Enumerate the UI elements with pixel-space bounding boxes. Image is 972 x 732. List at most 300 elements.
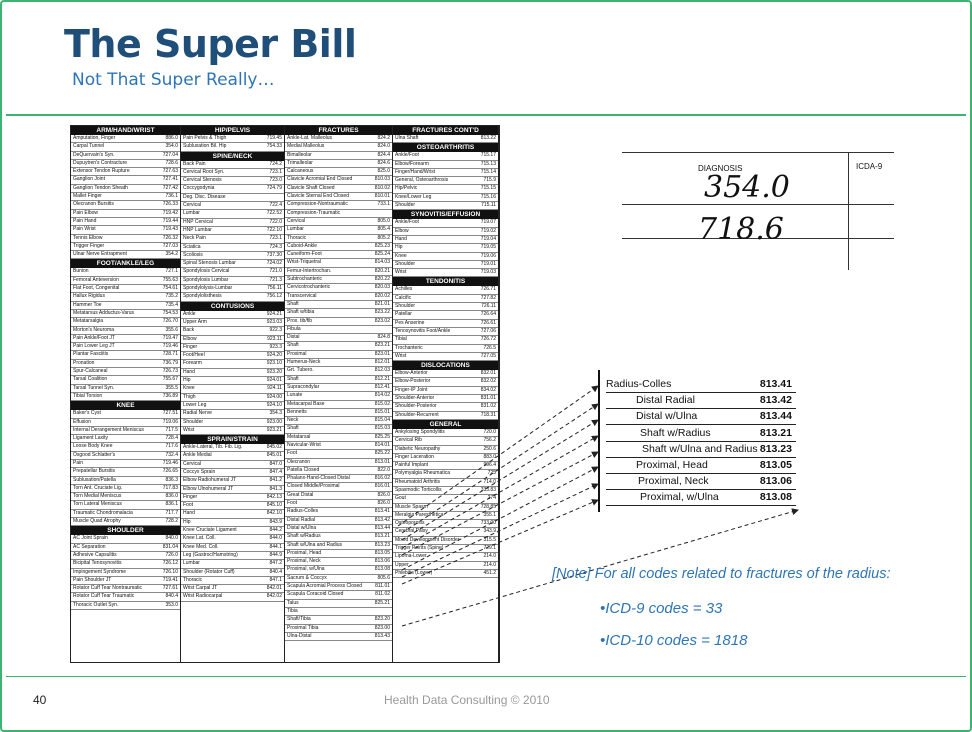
superbill-section-heading: KNEE xyxy=(71,401,180,410)
icda-label: ICDA-9 xyxy=(856,162,883,171)
superbill-row-label: Pronation xyxy=(73,359,95,366)
arrow-line xyxy=(402,436,598,548)
superbill-row-code: 823.00 xyxy=(374,624,390,631)
superbill-row-code: 823.22 xyxy=(374,309,390,316)
superbill-row-code: 811.02 xyxy=(375,591,390,598)
superbill-row-code: 824.6 xyxy=(377,159,390,166)
superbill-row-code: 923.11 xyxy=(267,335,282,342)
superbill-row-code: 721.3 xyxy=(269,276,282,283)
superbill-row-code: 736.79 xyxy=(162,359,178,366)
superbill-row-label: Diabetic Neuropathy xyxy=(395,445,441,452)
superbill-row-code: 923.03 xyxy=(266,318,282,325)
excerpt-label: Shaft w/Radius xyxy=(640,426,711,439)
superbill-row-label: Proximal, Head xyxy=(287,549,322,556)
superbill-row-code: 826.0 xyxy=(377,500,390,507)
superbill-row-code: 736.1 xyxy=(165,193,178,200)
superbill-row-code: 824.2 xyxy=(377,135,390,141)
superbill-row-label: Upper Arm xyxy=(183,318,207,325)
superbill-row-label: Talus xyxy=(287,599,299,606)
superbill-row-label: Grt. Tubero. xyxy=(287,367,314,374)
superbill-row-code: 812.21 xyxy=(374,375,390,382)
superbill-row-code: 355.1 xyxy=(483,511,496,518)
superbill-row-code: 813.41 xyxy=(374,508,390,515)
superbill-row-label: Carpal Tunnel xyxy=(73,143,105,150)
superbill-row-label: Elbow Ulnohumeral JT xyxy=(183,485,234,492)
superbill-row-code: 805.6 xyxy=(377,574,390,581)
superbill-row-code: 823.20 xyxy=(374,616,390,623)
superbill-row-label: Spasmodic Torticollis xyxy=(395,486,442,493)
superbill-row-label: Spinal Stenosis Lumbar xyxy=(183,260,236,267)
superbill-row-label: Radial Nerve xyxy=(183,410,212,417)
superbill-row-code: 836.1 xyxy=(165,501,178,508)
superbill-row-code: 840.4 xyxy=(269,568,282,575)
superbill-row-code: 832.02 xyxy=(480,378,496,385)
superbill-row-label: Hand xyxy=(183,510,195,517)
superbill-row-label: Phalanx-Hand-Closed Distal xyxy=(287,475,350,482)
superbill-row-label: Leg (Gastroc/Hamstring) xyxy=(183,551,238,558)
radius-note: [Note] For all codes related to fractures of the radius: xyxy=(552,566,891,582)
superbill-row-code: 353.0 xyxy=(165,601,178,608)
excerpt-label: Distal w/Ulna xyxy=(636,410,698,423)
superbill-row-code: 715.9 xyxy=(483,177,496,184)
superbill-row-code: 354.0 xyxy=(165,143,178,150)
superbill-row-label: Elbow xyxy=(183,335,197,342)
handwritten-code-1: 354.0 xyxy=(704,170,790,205)
superbill-row-code: 805.4 xyxy=(377,226,390,233)
superbill-row-label: Shaft xyxy=(287,425,299,432)
superbill-row-code: 813.05 xyxy=(374,549,390,556)
superbill-row-code: 727.06 xyxy=(480,327,496,334)
superbill-row-label: Clavicle Sternal End Closed xyxy=(287,193,349,200)
superbill-row-label: Rheumatoid Arthritis xyxy=(395,478,441,485)
superbill-row-label: Polymyalgia Rheumatica xyxy=(395,470,451,477)
excerpt-label: Proximal, Head xyxy=(636,459,708,471)
superbill-row-label: Elbow-Posterior xyxy=(395,378,431,385)
superbill-row-label: Distal xyxy=(287,334,300,341)
excerpt-code: 813.41 xyxy=(759,378,792,390)
superbill-row-code: 717.83 xyxy=(162,484,178,491)
superbill-row-label: Tibial Torsion xyxy=(73,392,103,399)
superbill-row-label: Spondylosis Lumbar xyxy=(183,276,229,283)
superbill-row-code: 840.4 xyxy=(165,593,178,600)
superbill-row-code: 813.21 xyxy=(374,533,390,540)
superbill-row-code: 719.01 xyxy=(480,260,496,267)
superbill-row-label: Shoulder xyxy=(395,202,416,209)
superbill-row-label: Foot xyxy=(287,450,298,457)
superbill-row-code: 719.02 xyxy=(480,227,496,234)
superbill-row-label: Rotator Cuff Tear Traumatic xyxy=(73,593,135,600)
superbill-row-code: 728.85 xyxy=(480,503,496,510)
superbill-row-code: 820.22 xyxy=(374,276,390,283)
superbill-row-code: 719.44 xyxy=(162,217,178,224)
superbill-row-code: 847.4 xyxy=(269,468,282,475)
superbill-row-code: 726.64 xyxy=(480,311,496,318)
superbill-row-code: 821.01 xyxy=(374,300,390,307)
superbill-row-label: Patellar xyxy=(395,311,412,318)
superbill-row-code: 814.01 xyxy=(374,441,390,448)
superbill-row-code: 719.06 xyxy=(162,418,178,425)
superbill-row-label: Compression-Traumatic xyxy=(287,209,341,216)
superbill-row-code: 722.10 xyxy=(266,226,282,233)
superbill-row-label: Shoulder xyxy=(183,418,204,425)
superbill-row-code: 825.0 xyxy=(377,168,390,175)
superbill-row-label: Hip xyxy=(395,244,403,251)
superbill-row-code: 726.0 xyxy=(165,551,178,558)
superbill-row-code: 831.01 xyxy=(480,395,496,402)
superbill-row-code: 727.63 xyxy=(162,168,178,175)
superbill-row-label: Sacrum & Coccyx xyxy=(287,574,327,581)
superbill-row-label: AC Joint Sprain xyxy=(73,535,108,542)
superbill-row-code: 354.3 xyxy=(269,410,282,417)
superbill-row-code: 714.0 xyxy=(483,478,496,485)
superbill-row-code: 274 xyxy=(487,495,496,502)
superbill-row-code: 813.23 xyxy=(374,541,390,548)
superbill-section-heading: FOOT/ANKLE/LEG xyxy=(71,259,180,268)
superbill-row-label: Internal Derangement Meniscus xyxy=(73,426,144,433)
superbill-row-code: 754.33 xyxy=(266,143,282,150)
arrow-line xyxy=(402,404,598,533)
superbill-row-code: 831.02 xyxy=(480,403,496,410)
superbill-row-code: 755.67 xyxy=(162,376,178,383)
superbill-row-code: 822.0 xyxy=(377,466,390,473)
superbill-row-label: Bicipital Tenosynovitis xyxy=(73,560,122,567)
superbill-row-label: Neck Pain xyxy=(183,235,206,242)
superbill-row-label: Metatarsus Adductus-Varus xyxy=(73,309,135,316)
superbill-row-code: 733.00 xyxy=(480,520,496,527)
superbill-row-code: 727.41 xyxy=(162,176,178,183)
superbill-row-label: Deg. Disc. Disease xyxy=(183,193,226,200)
superbill-row-code: 333.83 xyxy=(480,486,496,493)
superbill-row-code: 813.43 xyxy=(374,632,390,639)
superbill-row-label: Tibial xyxy=(395,336,407,343)
superbill-row-code: 996.4 xyxy=(483,462,496,469)
superbill-row-code: 831.04 xyxy=(162,543,178,550)
superbill-row-code: 726.5 xyxy=(483,344,496,351)
superbill-row-label: Trochanteric xyxy=(395,344,423,351)
superbill-row-code: 718.31 xyxy=(480,411,496,418)
superbill-row-label: Torn Lateral Meniscus xyxy=(73,501,122,508)
superbill-row-code: 735.2 xyxy=(165,293,178,300)
superbill-row-label: Scoliosis xyxy=(183,251,203,258)
superbill-row-label: Achilles xyxy=(395,286,413,293)
superbill-row-code: 845.10 xyxy=(266,502,282,509)
superbill-row-label: HNP Cervical xyxy=(183,218,213,225)
excerpt-code: 813.06 xyxy=(759,475,792,488)
superbill-row-label: Cervical Stenosis xyxy=(183,177,222,184)
superbill-row-code: 825.23 xyxy=(374,242,390,249)
superbill-row-label: Wrist Radiocarpal xyxy=(183,593,223,600)
page-number: 40 xyxy=(33,693,47,707)
superbill-row-code: 840.0 xyxy=(165,535,178,542)
superbill-row-label: Knee xyxy=(183,385,195,392)
superbill-row-label: Subtrochanteric xyxy=(287,276,323,283)
superbill-row-label: Bimalleolar xyxy=(287,151,312,158)
superbill-row-label: Knee/Lower Leg xyxy=(395,193,432,200)
superbill-row-code: 815.04 xyxy=(374,417,390,424)
superbill-section-heading: TENDONITIS xyxy=(393,277,498,286)
superbill-row-code: 812.41 xyxy=(374,383,390,390)
superbill-row-code: 728.2 xyxy=(165,518,178,525)
excerpt-label: Proximal, w/Ulna xyxy=(640,491,719,504)
superbill-row-code: 727.61 xyxy=(162,585,178,592)
superbill-row-label: Proximal xyxy=(287,350,307,357)
superbill-row-code: 727.04 xyxy=(162,151,178,158)
superbill-row-label: Femur-Intertrochan. xyxy=(287,267,332,274)
superbill-row-label: Metatarsalgia xyxy=(73,318,104,325)
superbill-section-heading: SYNOVITIS/EFFUSION xyxy=(393,210,498,219)
superbill-row-label: Cervical Rib xyxy=(395,437,422,444)
superbill-row-code: 725 xyxy=(487,470,496,477)
superbill-row-label: Sciatica xyxy=(183,243,201,250)
superbill-row-code: 715.13 xyxy=(480,160,496,167)
superbill-row-label: Transcervical xyxy=(287,292,317,299)
superbill-row-label: Distal w/Ulna xyxy=(287,524,317,531)
superbill-row-label: Impingement Syndrome xyxy=(73,568,127,575)
superbill-section-heading: OSTEOARTHRITIS xyxy=(393,143,498,152)
superbill-row-label: Pain Shoulder JT xyxy=(73,576,112,583)
superbill-row-code: 924.11 xyxy=(267,385,282,392)
superbill-row-code: 811.01 xyxy=(375,583,390,590)
superbill-row-code: 824.4 xyxy=(377,151,390,158)
superbill-row-code: 820.03 xyxy=(374,284,390,291)
superbill-row-code: 842.01 xyxy=(266,585,282,592)
superbill-row-code: 728.4 xyxy=(165,435,178,442)
excerpt-label: Proximal, Neck xyxy=(638,475,709,488)
superbill-row-label: AC Separation xyxy=(73,543,106,550)
superbill-row-label: Bennetts xyxy=(287,408,307,415)
superbill-row-code: 805.2 xyxy=(377,234,390,241)
superbill-row-code: 815.02 xyxy=(374,400,390,407)
superbill-row-label: Scapula Acromial Process Closed xyxy=(287,583,363,590)
superbill-row-code: 813.06 xyxy=(374,558,390,565)
superbill-row-code: 723.0 xyxy=(269,177,282,184)
superbill-row-label: Ankylosing Spondylitis xyxy=(395,428,445,435)
superbill-row-label: Ankle Medial xyxy=(183,452,212,459)
excerpt-label: Distal Radial xyxy=(636,394,695,407)
superbill-row-label: Hip/Pelvic xyxy=(395,185,418,192)
superbill-row-code: 924.00 xyxy=(266,393,282,400)
superbill-row-label: Torn Medial Meniscus xyxy=(73,493,122,500)
superbill-row-code: 735.4 xyxy=(165,301,178,308)
superbill-row-label: Loose Body Knee xyxy=(73,443,113,450)
superbill-row-label: Shaft xyxy=(287,300,299,307)
superbill-row-code: 724.3 xyxy=(269,243,282,250)
superbill-row-label: Knee Cruciate Ligament xyxy=(183,527,237,534)
superbill-row-code: 924.20 xyxy=(266,352,282,359)
superbill-row-code: 726.71 xyxy=(480,286,496,293)
superbill-row-label: Elbow-Anterior xyxy=(395,370,428,377)
superbill-row-code: 724.2 xyxy=(269,160,282,167)
superbill-row-label: Shaft xyxy=(287,375,299,382)
superbill-row-label: Foot/Heel xyxy=(183,352,205,359)
superbill-row-code: 736.89 xyxy=(162,392,178,399)
superbill-row-label: Hammer Toe xyxy=(73,301,102,308)
excerpt-code: 813.23 xyxy=(759,442,792,455)
superbill-row-label: Pain Wrist xyxy=(73,226,96,233)
superbill-row-code: 823.01 xyxy=(374,350,390,357)
superbill-row-code: 724.79 xyxy=(266,185,282,192)
superbill-row-label: Back Pain xyxy=(183,160,206,167)
excerpt-code: 813.21 xyxy=(759,426,792,439)
superbill-row-label: Wrist-Triquetral xyxy=(287,259,321,266)
superbill-row-code: 717.6 xyxy=(165,443,178,450)
superbill-row-label: Cervical xyxy=(287,217,306,224)
superbill-row-label: Finger-IP Joint xyxy=(395,386,428,393)
superbill-row-label: Neck xyxy=(287,417,299,424)
superbill-row-code: 720.0 xyxy=(483,428,496,435)
superbill-row-label: HNP Lumbar xyxy=(183,226,212,233)
arrow-line xyxy=(402,452,598,555)
superbill-row-label: Cervical xyxy=(183,202,202,209)
superbill-row-label: Shaft xyxy=(287,342,299,349)
superbill-row-code: 727.42 xyxy=(162,184,178,191)
superbill-row-code: 820.02 xyxy=(374,292,390,299)
superbill-row-label: Finger xyxy=(183,493,198,500)
superbill-row-code: 841.2 xyxy=(269,477,282,484)
superbill-row-code: 727.51 xyxy=(162,410,178,417)
superbill-row-label: Shoulder xyxy=(395,303,416,310)
page-subtitle: Not That Super Really… xyxy=(72,70,275,90)
superbill-row-code: 214.0 xyxy=(483,561,496,568)
superbill-row-code: 814.02 xyxy=(374,392,390,399)
superbill-row-label: Pain Elbow xyxy=(73,209,99,216)
superbill-row-label: Elbow/Forearm xyxy=(395,160,429,167)
superbill-row-label: Scapula Coracoid Closed xyxy=(287,591,344,598)
superbill-row-label: Ulna Shaft xyxy=(395,135,419,141)
superbill-row-label: Shoulder-Posterior xyxy=(395,403,437,410)
superbill-row-label: Proximal Tibia xyxy=(287,624,319,631)
superbill-row-code: 845.02 xyxy=(266,444,282,451)
superbill-row-code: 715.16 xyxy=(480,193,496,200)
superbill-row-label: Ankle-Lat. Malleolus xyxy=(287,135,333,141)
superbill-row-code: 826.0 xyxy=(377,491,390,498)
superbill-row-label: Knee Lat. Coll. xyxy=(183,535,216,542)
superbill-row-label: Pes Anserine xyxy=(395,319,425,326)
superbill-row-code: 813.44 xyxy=(374,524,390,531)
icd10-count: •ICD-10 codes = 1818 xyxy=(600,632,748,649)
superbill-row-label: Osteoporosis xyxy=(395,520,425,527)
superbill-row-label: Forearm xyxy=(183,360,202,367)
superbill-row-code: 719.06 xyxy=(480,252,496,259)
superbill-row-label: Subluxation Bil. Hip xyxy=(183,143,227,150)
superbill-section-heading: CONTUSIONS xyxy=(181,302,284,311)
superbill-row-code: 715.17 xyxy=(480,152,496,159)
superbill-row-code: 355.6 xyxy=(165,326,178,333)
superbill-row-label: Lumbar xyxy=(183,210,200,217)
superbill-row-code: 727.03 xyxy=(162,242,178,249)
superbill-row-label: Thigh xyxy=(183,393,196,400)
superbill-row-label: Shaft w/tibia xyxy=(287,309,315,316)
superbill-row-label: Rotator Cuff Tear Nontraumatic xyxy=(73,585,143,592)
superbill-row-code: 719.45 xyxy=(266,135,282,141)
superbill-row-code: 726.73 xyxy=(162,368,178,375)
superbill-row-code: 754.61 xyxy=(162,285,178,292)
superbill-row-code: 825.24 xyxy=(374,251,390,258)
superbill-row-code: 354.2 xyxy=(165,251,178,258)
superbill-row-label: Wrist Carpal JT xyxy=(183,585,218,592)
superbill-row-code: 728.71 xyxy=(162,351,178,358)
superbill-row-label: Shaft w/Ulna and Radius xyxy=(287,541,343,548)
superbill-row-code: 816.01 xyxy=(374,483,390,490)
superbill-row-code: 755.63 xyxy=(162,276,178,283)
superbill-row-label: Lumbar xyxy=(183,560,200,567)
superbill-row-code: 823.02 xyxy=(374,317,390,324)
superbill-section-heading: ARM/HAND/WRIST xyxy=(71,126,180,135)
superbill-row-label: Cervical Root Syn. xyxy=(183,168,225,175)
superbill-row-code: 810.01 xyxy=(374,193,390,200)
superbill-row-label: Phlebitis (Lower) xyxy=(395,569,433,576)
superbill-row-label: Ulnar Nerve Entrapment xyxy=(73,251,127,258)
superbill-row-label: Femoral Anteversion xyxy=(73,276,119,283)
superbill-row-code: 719.46 xyxy=(162,343,178,350)
handwritten-code-2: 718.6 xyxy=(698,212,784,247)
superbill-row-code: 814.03 xyxy=(374,259,390,266)
superbill-row-code: 847.2 xyxy=(269,560,282,567)
superbill-row-label: Shoulder-Anterior xyxy=(395,395,435,402)
superbill-row-label: Clavicle Shaft Closed xyxy=(287,184,335,191)
footer-divider xyxy=(6,676,966,677)
superbill-row-label: Shoulder-Recurrent xyxy=(395,411,439,418)
superbill-row-code: 719.41 xyxy=(162,576,178,583)
superbill-row-label: Upper xyxy=(395,561,409,568)
superbill-row-label: Olecranon xyxy=(287,458,311,465)
superbill-row-code: 250.6 xyxy=(483,445,496,452)
superbill-row-code: 726.33 xyxy=(162,201,178,208)
superbill-section-heading: FRACTURES xyxy=(285,126,392,135)
superbill-row-label: Mallet Finger xyxy=(73,193,102,200)
excerpt-code: 813.42 xyxy=(759,394,792,407)
superbill-row-label: Finger Laceration xyxy=(395,453,434,460)
superbill-row-code: 805.0 xyxy=(377,217,390,224)
excerpt-code: 813.44 xyxy=(759,410,792,423)
superbill-row-code: 842.02 xyxy=(266,593,282,600)
superbill-row-label: Distal Radial xyxy=(287,516,316,523)
superbill-row-code: 726.70 xyxy=(162,318,178,325)
superbill-row-label: Ligament Laxity xyxy=(73,435,109,442)
superbill-row-label: Metatarsal xyxy=(287,433,311,440)
superbill-row-label: Back xyxy=(183,327,195,334)
superbill-row-code: 727.82 xyxy=(480,294,496,301)
superbill-row-code: 726.10 xyxy=(162,568,178,575)
superbill-row-label: Wrist xyxy=(183,426,195,433)
superbill-row-label: Trimalleolar xyxy=(287,159,313,166)
superbill-row-code: 732.4 xyxy=(165,451,178,458)
superbill-row-label: Plantar Fasciitis xyxy=(73,351,109,358)
superbill-row-code: 923.20 xyxy=(266,368,282,375)
superbill-row-label: Radius-Colles xyxy=(287,508,319,515)
superbill-row-code: 843.9 xyxy=(269,518,282,525)
superbill-row-code: 715.15 xyxy=(480,185,496,192)
superbill-row-code: 719.43 xyxy=(162,226,178,233)
superbill-row-code: 815.01 xyxy=(374,408,390,415)
superbill-section-heading: SPRAIN/STRAIN xyxy=(181,435,284,444)
superbill-row-label: Calcific xyxy=(395,294,412,301)
superbill-row-label: Cervicotrochanteric xyxy=(287,284,331,291)
superbill-row-label: Shaft w/Radius xyxy=(287,533,321,540)
superbill-row-code: 355.5 xyxy=(165,384,178,391)
superbill-row-label: Knee xyxy=(395,252,407,259)
superbill-row-code: 845.01 xyxy=(266,452,282,459)
superbill-row-label: Spondylolisthesis xyxy=(183,293,222,300)
superbill-row-label: Morton's Neuroma xyxy=(73,326,114,333)
superbill-row-label: Muscle Spasm xyxy=(395,503,428,510)
superbill-row-code: 883.0 xyxy=(483,453,496,460)
superbill-row-label: Knee Med. Coll. xyxy=(183,543,219,550)
superbill-row-code: 813.42 xyxy=(374,516,390,523)
superbill-row-label: Elbow xyxy=(395,227,409,234)
superbill-row-label: Metacarpal Base xyxy=(287,400,325,407)
superbill-section-heading: HIP/PELVIS xyxy=(181,126,284,135)
